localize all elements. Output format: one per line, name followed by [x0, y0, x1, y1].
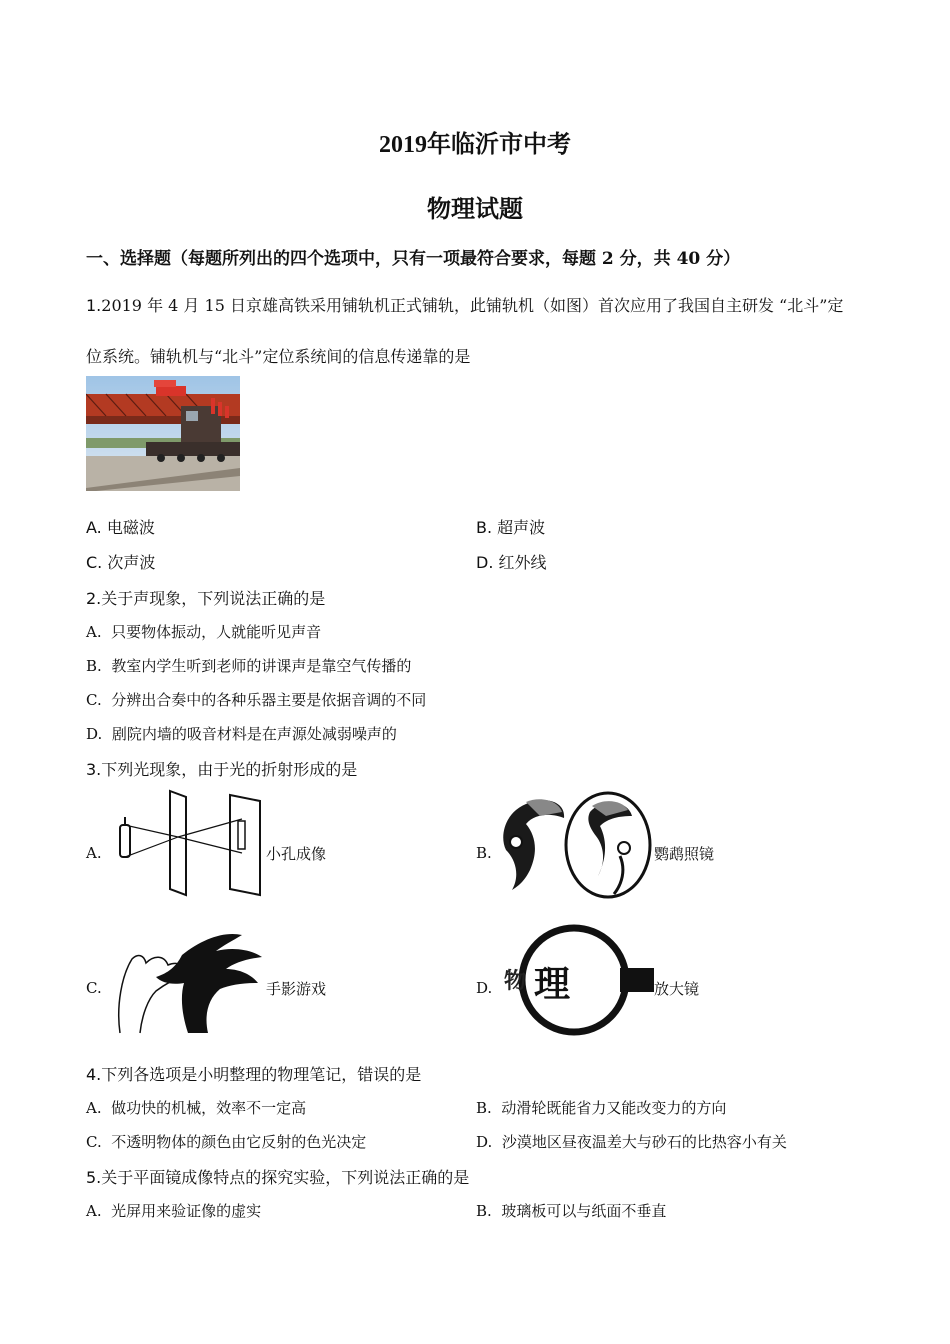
q3-option-c-caption: 手影游戏: [266, 980, 327, 998]
q3-option-a-letter: A.: [86, 844, 102, 862]
option-letter: C.: [86, 1133, 102, 1151]
question-2: [86, 586, 325, 609]
option-letter: D.: [476, 1133, 493, 1151]
option-letter: B.: [476, 1202, 492, 1220]
question-text: 2019 年 4 月 15 日京雄高铁采用铺轨机正式铺轨，此铺轨机（如图）首次应用了我国自主研发 “北斗”定: [101, 296, 844, 315]
question-4: [86, 1062, 421, 1085]
option-letter: D.: [476, 553, 494, 572]
q1-option-d: [476, 550, 547, 573]
option-text: 教室内学生听到老师的讲课声是靠空气传播的: [111, 657, 412, 675]
q3-option-b-letter: B.: [476, 844, 492, 862]
option-letter: C.: [86, 691, 102, 709]
option-text: 不透明物体的颜色由它反射的色光决定: [111, 1133, 367, 1151]
question-1-line-2: 位系统。铺轨机与“北斗”定位系统间的信息传递靠的是: [86, 347, 471, 366]
question-number: 1.: [86, 296, 102, 315]
option-text: 做功快的机械，效率不一定高: [111, 1099, 307, 1117]
option-letter: A.: [86, 1099, 102, 1117]
magnifier-figure: [500, 922, 656, 1038]
page-title: 2019年临沂市中考: [379, 132, 571, 158]
q2-option-a: [86, 621, 321, 642]
q1-option-a: [86, 515, 155, 538]
question-5: [86, 1165, 469, 1188]
q3-option-d-caption: 放大镜: [654, 980, 700, 998]
parrot-mirror-figure: [496, 790, 654, 900]
question-text: 下列各选项是小明整理的物理笔记，错误的是: [101, 1065, 422, 1084]
question-text: 关于声现象，下列说法正确的是: [101, 589, 326, 608]
option-text: 红外线: [498, 553, 547, 572]
option-text: 沙漠地区昼夜温差大与砂石的比热容小有关: [501, 1133, 787, 1151]
magnifier-lens-text-large: 理: [534, 964, 571, 1005]
option-text: 电磁波: [106, 518, 155, 537]
option-letter: A.: [86, 518, 102, 537]
question-3: [86, 757, 357, 780]
q4-option-d: [476, 1131, 787, 1152]
option-text: 动滑轮既能省力又能改变力的方向: [501, 1099, 727, 1117]
question-1-line-1: [86, 293, 843, 316]
question-text: 关于平面镜成像特点的探究实验，下列说法正确的是: [101, 1168, 470, 1187]
q3-option-c-letter: C.: [86, 979, 102, 997]
pinhole-imaging-figure: [112, 787, 264, 899]
question-number: 3.: [86, 760, 102, 779]
q2-option-d: [86, 723, 397, 744]
q4-option-a: [86, 1097, 306, 1118]
q2-option-c: [86, 689, 426, 710]
question-number: 2.: [86, 589, 102, 608]
option-letter: D.: [86, 725, 103, 743]
option-letter: B.: [476, 1099, 492, 1117]
q1-option-b: [476, 515, 545, 538]
q4-option-c: [86, 1131, 366, 1152]
section-heading: 一、选择题（每题所列出的四个选项中，只有一项最符合要求，每题 2 分，共 40 分）: [86, 249, 741, 269]
q5-option-a: [86, 1200, 261, 1221]
option-letter: B.: [476, 518, 493, 537]
q2-option-b: [86, 655, 411, 676]
question-number: 4.: [86, 1065, 102, 1084]
track-laying-machine-photo: [86, 376, 240, 491]
question-text: 下列光现象，由于光的折射形成的是: [101, 760, 358, 779]
option-letter: A.: [86, 623, 102, 641]
option-letter: B.: [86, 657, 102, 675]
option-letter: C.: [86, 553, 103, 572]
q3-option-a-caption: 小孔成像: [266, 845, 327, 863]
option-text: 超声波: [497, 518, 546, 537]
q3-option-d-letter: D.: [476, 979, 493, 997]
option-text: 玻璃板可以与纸面不垂直: [501, 1202, 667, 1220]
q4-option-b: [476, 1097, 726, 1118]
q1-option-c: [86, 550, 155, 573]
option-text: 次声波: [107, 553, 156, 572]
option-text: 分辨出合奏中的各种乐器主要是依据音调的不同: [111, 691, 427, 709]
q5-option-b: [476, 1200, 666, 1221]
hand-shadow-figure: [112, 925, 267, 1037]
option-letter: A.: [86, 1202, 102, 1220]
magnifier-lens-text-small: 物: [504, 969, 527, 994]
option-text: 光屏用来验证像的虚实: [111, 1202, 262, 1220]
question-number: 5.: [86, 1168, 102, 1187]
option-text: 只要物体振动，人就能听见声音: [111, 623, 322, 641]
page-subtitle: 物理试题: [427, 197, 523, 223]
q3-option-b-caption: 鹦鹉照镜: [654, 845, 715, 863]
option-text: 剧院内墙的吸音材料是在声源处减弱噪声的: [111, 725, 397, 743]
